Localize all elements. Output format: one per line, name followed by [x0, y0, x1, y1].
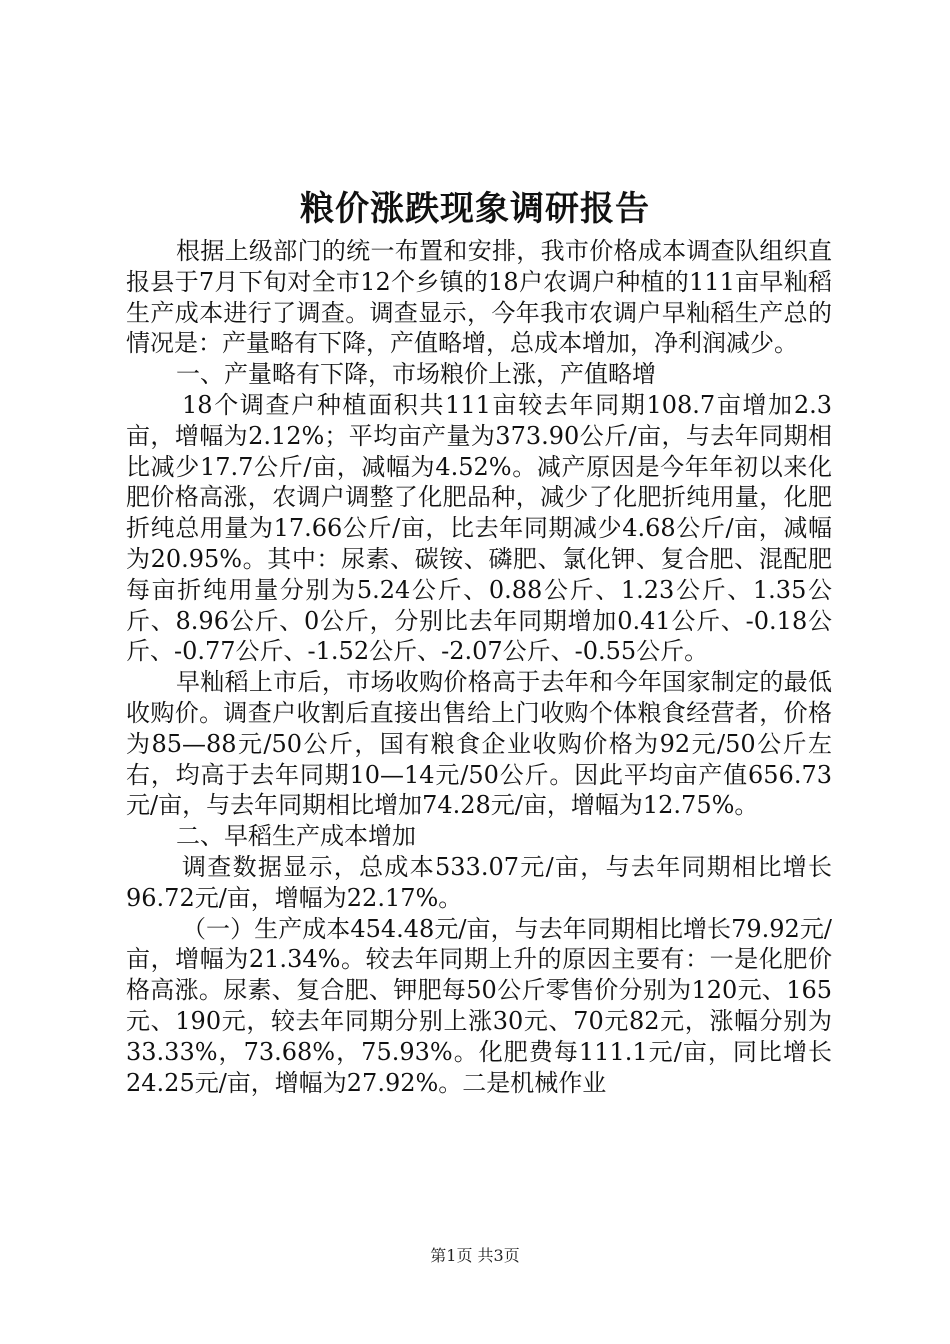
- paragraph-production-cost: （一）生产成本454.48元/亩，与去年同期相比增长79.92元/亩，增幅为21.34%。较去年同期上升的原因主要有：一是化肥价格高涨。尿素、复合肥、钾肥每50公斤零售价分别为120元、165元、190元，较去年同期分别上涨30元、70元82元，涨幅分别为33.33%，73.68%，75.93%。化肥费每111.1元/亩，同比增长24.25元/亩，增幅为27.92%。二是机械作业: [126, 914, 832, 1097]
- paragraph-price: 早籼稻上市后，市场收购价格高于去年和今年国家制定的最低收购价。调查户收割后直接出售给上门收购个体粮食经营者，价格为85—88元/50公斤，国有粮食企业收购价格为92元/50公斤左右，均高于去年同期10—14元/50公斤。因此平均亩产值656.73元/亩，与去年同期相比增加74.28元/亩，增幅为12.75%。: [126, 668, 832, 820]
- paragraph-total-cost: 调查数据显示，总成本533.07元/亩，与去年同期相比增长96.72元/亩，增幅为22.17%。: [126, 852, 832, 912]
- section-heading-1: 一、产量略有下降，市场粮价上涨，产值略增: [176, 360, 656, 389]
- document-body: [126, 236, 832, 1098]
- paragraph-yield: 18个调查户种植面积共111亩较去年同期108.7亩增加2.3亩，增幅为2.12%；平均亩产量为373.90公斤/亩，与去年同期相比减少17.7公斤/亩，减幅为4.52%。减产原因是今年年初以来化肥价格高涨，农调户调整了化肥品种，减少了化肥折纯用量，化肥折纯总用量为17.66公斤/亩，比去年同期减少4.68公斤/亩，减幅为20.95%。其中：尿素、碳铵、磷肥、氯化钾、复合肥、混配肥每亩折纯用量分别为5.24公斤、0.88公斤、1.23公斤、1.35公斤、8.96公斤、0公斤，分别比去年同期增加0.41公斤、-0.18公斤、-0.77公斤、-1.52公斤、-2.07公斤、-0.55公斤。: [126, 390, 832, 666]
- page-footer: 第1页 共3页: [430, 1246, 520, 1265]
- section-heading-2: 二、早稻生产成本增加: [176, 822, 416, 851]
- page-title: 粮价涨跌现象调研报告: [300, 189, 650, 229]
- intro-paragraph: 根据上级部门的统一布置和安排，我市价格成本调查队组织直报县于7月下旬对全市12个乡镇的18户农调户种植的111亩早籼稻生产成本进行了调查。调查显示，今年我市农调户早籼稻生产总的情况是：产量略有下降，产值略增，总成本增加，净利润减少。: [126, 237, 832, 358]
